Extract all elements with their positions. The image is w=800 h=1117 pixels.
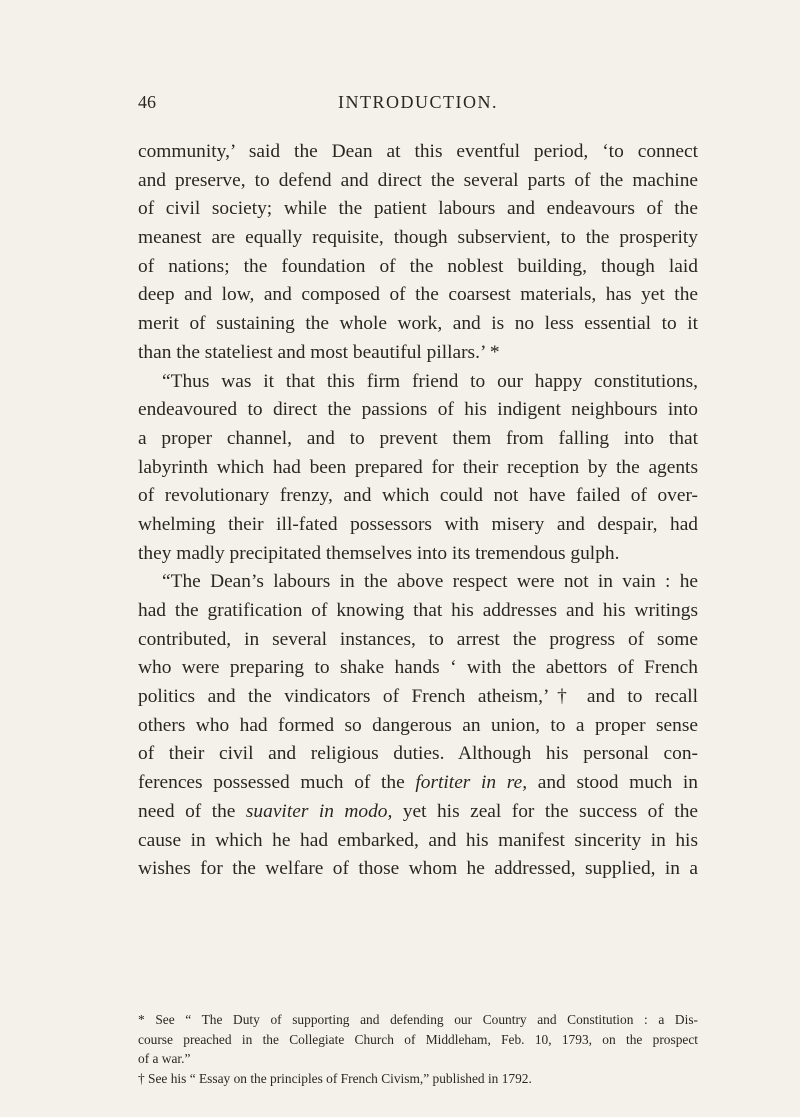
text-line: and preserve, to defend and direct the several parts of the machine bbox=[138, 169, 698, 191]
text-line: labyrinth which had been prepared for their reception by the agents bbox=[138, 456, 698, 478]
text-line: than the stateliest and most beautiful pillars.’ * bbox=[138, 341, 500, 363]
text-line: need of the suaviter in modo, yet his zeal for the success of the bbox=[138, 800, 698, 822]
text-line: wishes for the welfare of those whom he addressed, supplied, in a bbox=[138, 858, 698, 880]
text-line: cause in which he had embarked, and his manifest sincerity in his bbox=[138, 829, 698, 851]
footnote-line: † See his “ Essay on the principles of French Civism,” published in 1792. bbox=[138, 1071, 532, 1087]
text-line: they madly precipitated themselves into its tremendous gulph. bbox=[138, 542, 620, 564]
text-line: merit of sustaining the whole work, and is no less essential to it bbox=[138, 313, 698, 335]
footnotes bbox=[138, 1010, 698, 1089]
page-number: 46 bbox=[138, 92, 156, 112]
running-head: INTRODUCTION. bbox=[338, 92, 498, 112]
text-line: “Thus was it that this firm friend to our happy constitutions, bbox=[162, 370, 698, 392]
text-line: whelming their ill-fated possessors with misery and despair, had bbox=[138, 513, 698, 535]
text-line: “The Dean’s labours in the above respect were not in vain : he bbox=[162, 571, 698, 593]
text-line: of revolutionary frenzy, and which could not have failed of over- bbox=[138, 485, 698, 507]
footnote-line: * See “ The Duty of supporting and defending our Country and Constitution : a Dis- bbox=[138, 1012, 698, 1027]
footnote-line: course preached in the Collegiate Church of Middleham, Feb. 10, 1793, on the prospect bbox=[138, 1031, 698, 1047]
text-line: a proper channel, and to prevent them from falling into that bbox=[138, 427, 698, 449]
text-line: community,’ said the Dean at this eventful period, ‘to connect bbox=[138, 141, 698, 162]
text-line: meanest are equally requisite, though subservient, to the prosperity bbox=[138, 227, 698, 249]
text-line: endeavoured to direct the passions of his indigent neighbours into bbox=[138, 399, 698, 421]
text-line: who were preparing to shake hands ‘ with the abettors of French bbox=[138, 657, 698, 679]
text-line: of nations; the foundation of the noblest building, though laid bbox=[138, 255, 698, 277]
text-line: of civil society; while the patient labours and endeavours of the bbox=[138, 198, 698, 220]
body-text bbox=[138, 138, 698, 884]
text-line: contributed, in several instances, to arrest the progress of some bbox=[138, 628, 698, 650]
text-line: ferences possessed much of the fortiter in re, and stood much in bbox=[138, 772, 698, 794]
text-line: had the gratification of knowing that his addresses and his writings bbox=[138, 600, 698, 621]
text-line: deep and low, and composed of the coarsest materials, has yet the bbox=[138, 284, 698, 306]
footnote-line: of a war.” bbox=[138, 1051, 191, 1067]
text-line: others who had formed so dangerous an union, to a proper sense bbox=[138, 714, 698, 736]
text-line: of their civil and religious duties. Although his personal con- bbox=[138, 743, 698, 765]
text-line: politics and the vindicators of French atheism,’† and to recall bbox=[138, 686, 698, 708]
page-header bbox=[138, 92, 698, 118]
